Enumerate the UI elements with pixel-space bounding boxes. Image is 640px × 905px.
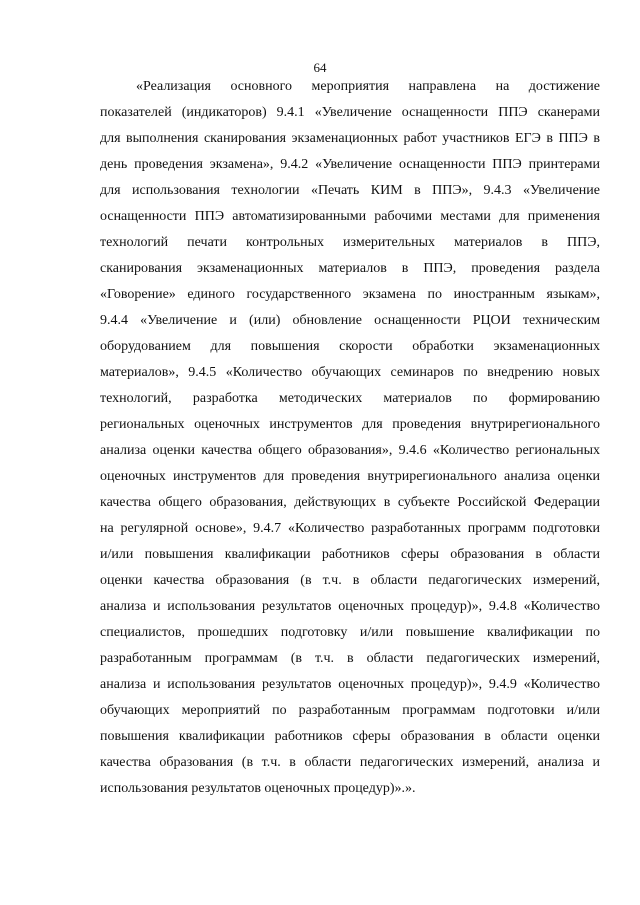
text-line: день проведения экзамена», 9.4.2 «Увеличение оснащенности ППЭ принтерами (100, 157, 600, 172)
text-line: оснащенности ППЭ автоматизированными рабочими местами для применения (100, 209, 600, 224)
text-line: оборудованием для повышения скорости обработки экзаменационных (100, 339, 600, 354)
text-line: разработанным программам (в т.ч. в области педагогических измерений, (100, 651, 600, 666)
text-line: специалистов, прошедших подготовку и/или повышение квалификации по (100, 625, 600, 640)
text-line: анализа и использования результатов оценочных процедур)», 9.4.8 «Количество (100, 599, 600, 614)
text-line: использования результатов оценочных процедур)».». (100, 781, 416, 796)
text-line: технологий печати контрольных измерительных материалов в ППЭ, (100, 235, 600, 250)
text-line: «Реализация основного мероприятия направлена на достижение (136, 79, 600, 94)
text-line: технологий, разработка методических материалов по формированию (100, 391, 600, 406)
text-line: региональных оценочных инструментов для проведения внутрирегионального (100, 417, 600, 432)
body-paragraph (100, 74, 600, 802)
text-line: оценки качества образования (в т.ч. в области педагогических измерений, (100, 573, 600, 588)
text-line: оценочных инструментов для проведения внутрирегионального анализа оценки (100, 469, 600, 484)
text-line: анализа оценки качества общего образования», 9.4.6 «Количество региональных (100, 443, 600, 458)
text-line: для выполнения сканирования экзаменационных работ участников ЕГЭ в ППЭ в (100, 131, 600, 146)
page-number: 64 (313, 60, 327, 75)
text-line: «Говорение» единого государственного экзамена по иностранным языкам», (100, 287, 600, 302)
text-line: качества образования (в т.ч. в области педагогических измерений, анализа и (100, 755, 600, 770)
text-line: показателей (индикаторов) 9.4.1 «Увеличение оснащенности ППЭ сканерами (100, 105, 600, 120)
text-line: сканирования экзаменационных материалов в ППЭ, проведения раздела (100, 261, 600, 276)
text-line: и/или повышения квалификации работников сферы образования в области (100, 547, 600, 562)
text-line: для использования технологии «Печать КИМ в ППЭ», 9.4.3 «Увеличение (100, 183, 600, 198)
text-line: на регулярной основе», 9.4.7 «Количество разработанных программ подготовки (100, 521, 600, 536)
text-line: качества общего образования, действующих в субъекте Российской Федерации (100, 495, 600, 510)
text-line: 9.4.4 «Увеличение и (или) обновление оснащенности РЦОИ техническим (100, 313, 600, 328)
text-line: обучающих мероприятий по разработанным программам подготовки и/или (100, 703, 600, 718)
text-line: анализа и использования результатов оценочных процедур)», 9.4.9 «Количество (100, 677, 600, 692)
text-line: повышения квалификации работников сферы образования в области оценки (100, 729, 600, 744)
text-line: материалов», 9.4.5 «Количество обучающих семинаров по внедрению новых (100, 365, 600, 380)
